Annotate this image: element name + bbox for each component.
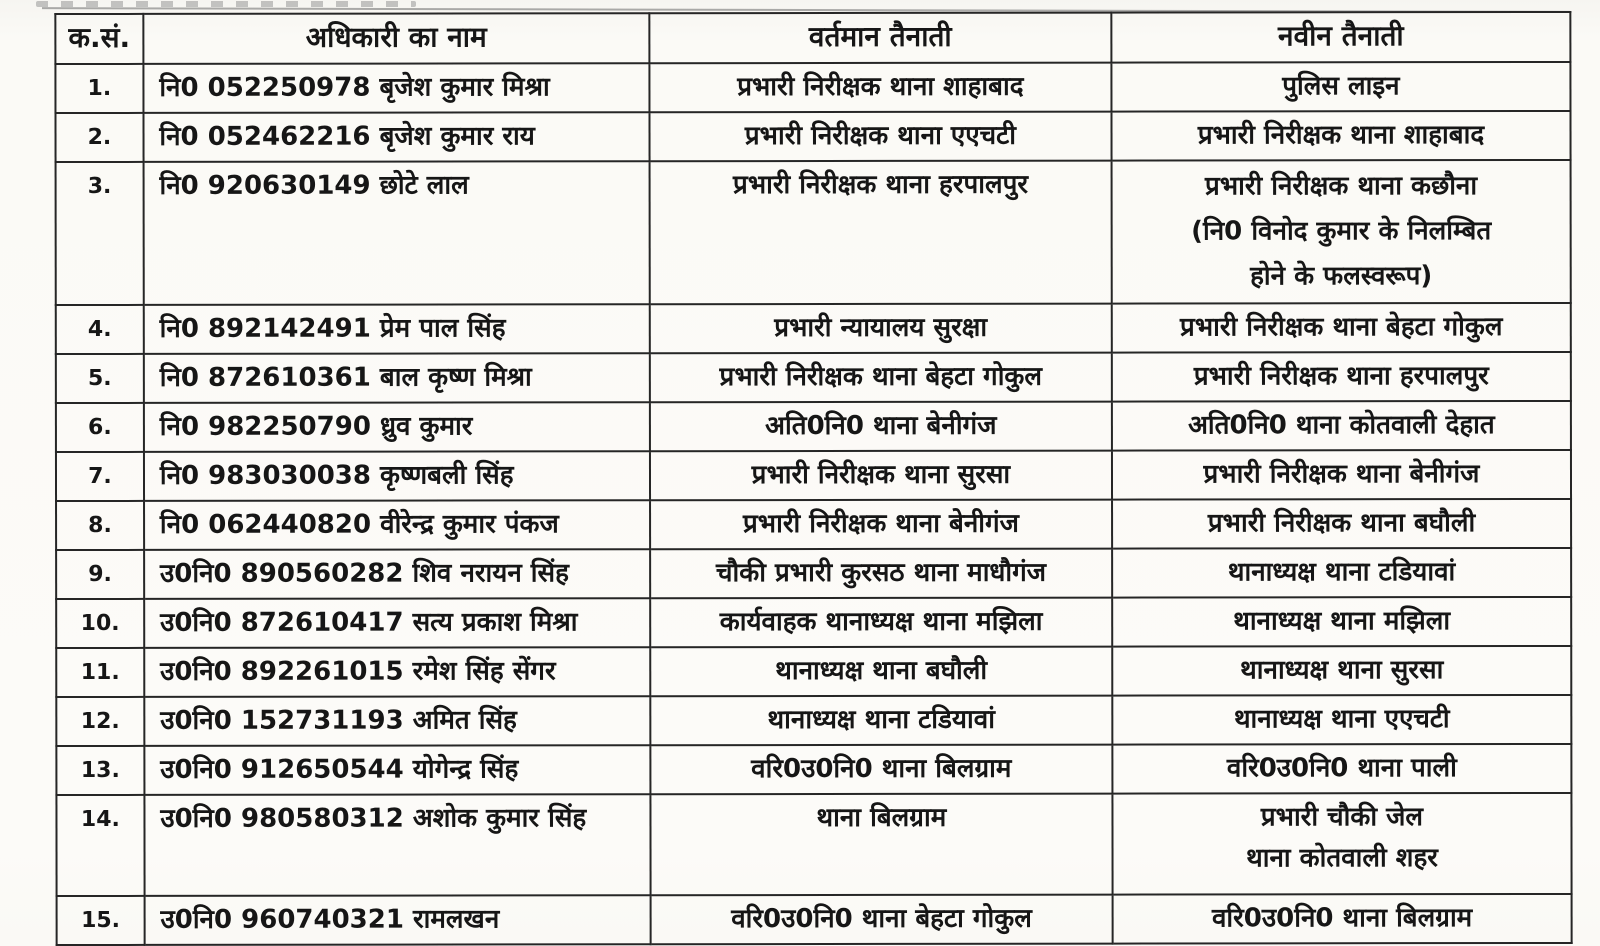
new-posting-cell (1112, 548, 1571, 598)
serial-number-cell (56, 599, 144, 648)
officer-name-cell (144, 353, 650, 403)
serial-number-cell (56, 354, 144, 403)
new-posting-cell (1111, 111, 1570, 161)
table-row (57, 894, 1572, 945)
text-line: थानाध्यक्ष थाना बघौली (775, 655, 988, 687)
text-line: थानाध्यक्ष थाना सुरसा (1240, 655, 1444, 686)
serial-number-cell (56, 162, 144, 305)
officer-name-cell (144, 598, 650, 648)
serial-number-cell (56, 648, 144, 697)
text-line: अति0नि0 थाना कोतवाली देहात (1188, 410, 1495, 441)
serial-number-cell (55, 113, 143, 162)
text-line: 10. (80, 610, 120, 637)
new-posting-cell (1112, 450, 1571, 500)
header-serial-number: क.सं. (55, 14, 143, 64)
current-posting-cell (650, 696, 1112, 746)
text-line: वरि0उ0नि0 थाना बिलग्राम (751, 753, 1012, 785)
current-posting-cell (650, 353, 1112, 403)
current-posting-cell (650, 451, 1112, 501)
text-line: थानाध्यक्ष थाना टडियावां (767, 704, 995, 736)
table-row (56, 695, 1571, 746)
current-posting-cell (650, 794, 1112, 896)
text-line: 1. (87, 75, 112, 102)
text-line: प्रभारी निरीक्षक थाना कछौना (1204, 171, 1478, 202)
serial-number-cell (56, 795, 144, 896)
text-line: नि0 920630149 छोटे लाल (159, 170, 469, 201)
text-line: अति0नि0 थाना बेनीगंज (765, 410, 997, 442)
current-posting-cell (650, 598, 1112, 648)
text-line: नि0 892142491 प्रेम पाल सिंह (159, 313, 506, 344)
officer-name-cell (143, 63, 649, 113)
serial-number-cell (55, 64, 143, 113)
text-line: 3. (87, 173, 112, 200)
table-row (56, 744, 1571, 795)
table-row (56, 160, 1571, 305)
header-current-posting: वर्तमान तैनाती (649, 13, 1111, 64)
officer-name-cell (144, 696, 650, 746)
text-line: 8. (88, 512, 112, 539)
text-line: उ0नि0 892261015 रमेश सिंह सेंगर (160, 656, 556, 687)
new-posting-cell (1111, 62, 1570, 112)
text-line: प्रभारी निरीक्षक थाना बेनीगंज (742, 508, 1019, 540)
text-line: प्रभारी निरीक्षक थाना सुरसा (751, 459, 1011, 491)
new-posting-cell (1112, 303, 1571, 353)
text-line: (नि0 विनोद कुमार के निलम्बित (1191, 216, 1492, 247)
text-line: नि0 983030038 कृष्णबली सिंह (159, 460, 514, 491)
officer-name-cell (144, 745, 650, 795)
officer-name-cell (144, 647, 650, 697)
table-row (56, 303, 1571, 354)
new-posting-cell (1112, 646, 1571, 696)
table-row (56, 793, 1571, 896)
table-row (56, 401, 1571, 452)
text-line: प्रभारी निरीक्षक थाना हरपालपुर (1193, 361, 1489, 392)
new-posting-cell (1112, 597, 1571, 647)
header-new-posting: नवीन तैनाती (1111, 12, 1570, 63)
text-line: 4. (87, 316, 112, 343)
table-body (55, 62, 1571, 945)
new-posting-cell (1113, 894, 1572, 944)
text-line: वरि0उ0नि0 थाना बिलग्राम (1211, 903, 1473, 934)
text-line: नि0 872610361 बाल कृष्ण मिश्रा (159, 362, 532, 393)
text-line: उ0नि0 152731193 अमित सिंह (160, 705, 517, 736)
text-line: 14. (80, 806, 120, 833)
text-line: 12. (80, 708, 120, 735)
new-posting-cell (1112, 695, 1571, 745)
header-row (55, 12, 1570, 64)
new-posting-cell (1112, 401, 1571, 451)
new-posting-cell (1112, 793, 1571, 895)
text-line: वरि0उ0नि0 थाना बेहटा गोकुल (731, 903, 1032, 935)
serial-number-cell (56, 501, 144, 550)
serial-number-cell (56, 697, 144, 746)
text-line: उ0नि0 872610417 सत्य प्रकाश मिश्रा (160, 607, 578, 638)
text-line: कार्यवाहक थानाध्यक्ष थाना मझिला (719, 606, 1043, 638)
officer-name-cell (144, 402, 650, 452)
text-line: 7. (88, 463, 112, 490)
text-line: थानाध्यक्ष थाना मझिला (1233, 606, 1451, 637)
officer-name-cell (144, 304, 650, 354)
text-line: नि0 982250790 ध्रुव कुमार (159, 411, 473, 442)
officer-name-cell (143, 112, 649, 162)
current-posting-cell (649, 161, 1111, 305)
text-line: वरि0उ0नि0 थाना पाली (1226, 753, 1457, 784)
text-line: नि0 052462216 बृजेश कुमार राय (159, 121, 535, 152)
current-posting-cell (650, 402, 1112, 452)
text-line: चौकी प्रभारी कुरसठ थाना माधौगंज (715, 557, 1047, 589)
transfer-table (54, 11, 1572, 946)
officer-name-cell (144, 549, 650, 599)
text-line: 6. (88, 414, 112, 441)
text-line: उ0नि0 912650544 योगेन्द्र सिंह (160, 754, 519, 785)
table-row (55, 62, 1570, 113)
text-line: थाना बिलग्राम (816, 802, 947, 833)
text-line: नि0 062440820 वीरेन्द्र कुमार पंकज (159, 509, 559, 540)
current-posting-cell (650, 647, 1112, 697)
text-line: 9. (88, 561, 112, 588)
current-posting-cell (650, 304, 1112, 354)
text-line: प्रभारी निरीक्षक थाना शाहाबाद (737, 71, 1024, 103)
table-row (56, 548, 1571, 599)
serial-number-cell (56, 550, 144, 599)
header-officer-name: अधिकारी का नाम (143, 13, 649, 64)
table-row (56, 450, 1571, 501)
text-line: 15. (81, 907, 121, 934)
text-line: उ0नि0 960740321 रामलखन (160, 904, 500, 935)
text-line: उ0नि0 890560282 शिव नरायन सिंह (159, 558, 569, 589)
text-line: 11. (80, 659, 120, 686)
text-line: होने के फलस्वरूप) (1250, 261, 1433, 292)
current-posting-cell (650, 549, 1112, 599)
table-row (56, 646, 1571, 697)
current-posting-cell (650, 745, 1112, 795)
text-line: प्रभारी निरीक्षक थाना बेनीगंज (1203, 459, 1480, 490)
officer-name-cell (144, 895, 650, 945)
current-posting-cell (649, 63, 1111, 113)
serial-number-cell (56, 403, 144, 452)
text-line: थानाध्यक्ष थाना एएचटी (1233, 704, 1450, 735)
text-line: थाना कोतवाली शहर (1246, 843, 1438, 874)
text-line: उ0नि0 980580312 अशोक कुमार सिंह (160, 803, 587, 834)
cut-off-text-fragment (36, 1, 416, 7)
table-row (56, 499, 1571, 550)
text-line: प्रभारी निरीक्षक थाना शाहाबाद (1197, 120, 1485, 151)
new-posting-cell (1111, 160, 1570, 304)
text-line: प्रभारी न्यायालय सुरक्षा (774, 312, 988, 344)
officer-name-cell (144, 451, 650, 501)
text-line: थानाध्यक्ष थाना टडियावां (1227, 557, 1456, 588)
text-line: पुलिस लाइन (1282, 71, 1400, 102)
text-line: 13. (80, 757, 120, 784)
text-line: प्रभारी निरीक्षक थाना एएचटी (744, 120, 1016, 152)
text-line: प्रभारी निरीक्षक थाना बेहटा गोकुल (719, 361, 1043, 393)
new-posting-cell (1112, 352, 1571, 402)
serial-number-cell (57, 896, 145, 945)
officer-name-cell (143, 161, 649, 305)
new-posting-cell (1112, 499, 1571, 549)
officer-name-cell (144, 500, 650, 550)
serial-number-cell (56, 746, 144, 795)
current-posting-cell (650, 895, 1112, 945)
text-line: प्रभारी निरीक्षक थाना बेहटा गोकुल (1179, 312, 1503, 343)
officer-name-cell (144, 794, 650, 896)
table-row (55, 111, 1570, 162)
serial-number-cell (56, 305, 144, 354)
text-line: 2. (87, 124, 112, 151)
table-row (56, 597, 1571, 648)
current-posting-cell (650, 500, 1112, 550)
current-posting-cell (649, 112, 1111, 162)
text-line: 5. (87, 365, 112, 392)
text-line: प्रभारी निरीक्षक थाना बघौली (1207, 508, 1476, 539)
text-line: नि0 052250978 बृजेश कुमार मिश्रा (159, 72, 550, 103)
serial-number-cell (56, 452, 144, 501)
new-posting-cell (1112, 744, 1571, 794)
text-line: प्रभारी चौकी जेल (1260, 802, 1424, 833)
table-row (56, 352, 1571, 403)
text-line: प्रभारी निरीक्षक थाना हरपालपुर (732, 169, 1029, 201)
